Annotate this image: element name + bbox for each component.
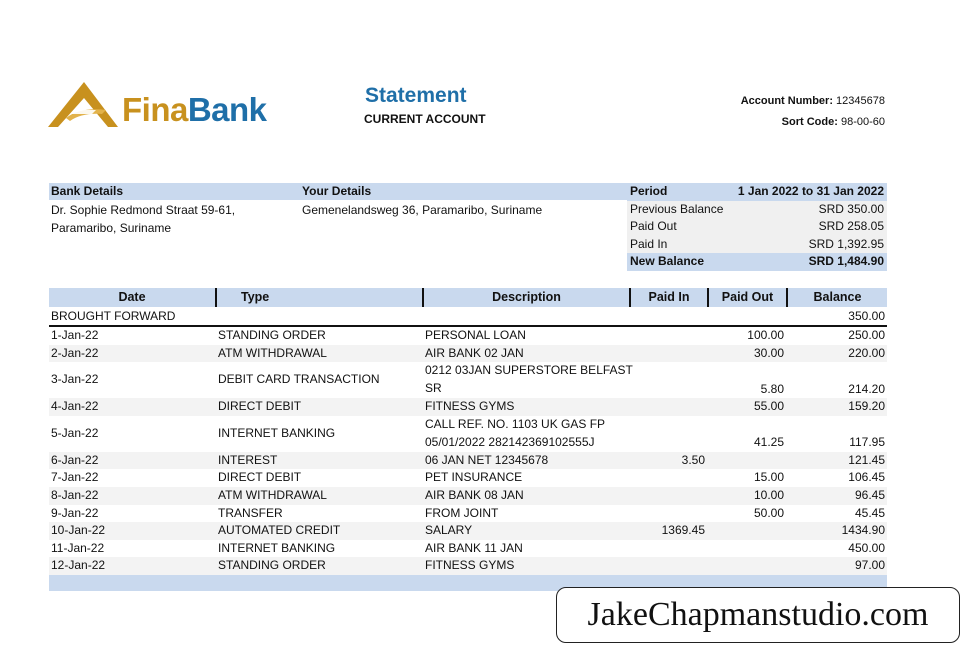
table-row	[49, 487, 887, 505]
row-date: 1-Jan-22	[51, 328, 99, 342]
row-description: 0212 03JAN SUPERSTORE BELFAST	[425, 363, 633, 378]
row-paid-out: 30.00	[753, 345, 784, 360]
row-date: 5-Jan-22	[51, 425, 99, 440]
account-number-label: Account Number:	[740, 95, 833, 107]
table-row	[49, 522, 887, 540]
sort-code-label: Sort Code:	[781, 116, 838, 128]
row-paid-out: 50.00	[753, 505, 784, 520]
table-row	[49, 452, 887, 470]
previous-balance-row: Previous Balance SRD 350.00	[627, 201, 887, 219]
row-balance: 250.00	[848, 328, 885, 342]
table-row	[49, 345, 887, 363]
header-description: Description	[492, 290, 561, 304]
row-paid-out: 5.80	[760, 381, 784, 396]
period-value: 1 Jan 2022 to 31 Jan 2022	[737, 184, 884, 198]
row-paid-out: 41.25	[753, 435, 784, 450]
row-date: 8-Jan-22	[51, 488, 99, 502]
row-balance: 159.20	[848, 399, 885, 414]
row-description: AIR BANK 08 JAN	[425, 488, 524, 502]
row-date: 6-Jan-22	[51, 452, 99, 467]
row-description-line2: SR	[425, 381, 442, 396]
account-number: 12345678	[836, 95, 885, 107]
period-row: Period 1 Jan 2022 to 31 Jan 2022	[627, 183, 887, 201]
row-paid-out: 15.00	[753, 470, 784, 485]
bank-details-heading: Bank Details	[49, 183, 299, 200]
row-type: STANDING ORDER	[218, 558, 326, 573]
paid-in-row: Paid In SRD 1,392.95	[627, 236, 887, 254]
row-type: AUTOMATED CREDIT	[218, 523, 341, 538]
row-type: INTEREST	[218, 452, 278, 467]
table-row	[49, 557, 887, 575]
watermark: JakeChapmanstudio.com	[556, 587, 960, 643]
row-paid-out: 10.00	[753, 488, 784, 502]
row-paid-in: 3.50	[681, 452, 705, 467]
row-type: DIRECT DEBIT	[218, 470, 302, 485]
row-balance: 117.95	[849, 435, 885, 450]
row-description: PET INSURANCE	[425, 470, 523, 485]
row-date: 7-Jan-22	[51, 470, 99, 485]
row-balance: 106.45	[848, 470, 885, 485]
row-balance: 1434.90	[841, 523, 885, 538]
table-row	[49, 362, 887, 398]
table-row	[49, 540, 887, 558]
row-description: FITNESS GYMS	[425, 558, 515, 573]
your-details-heading: Your Details	[299, 183, 627, 200]
bank-logo	[46, 80, 296, 132]
row-description: FITNESS GYMS	[425, 399, 515, 414]
row-paid-out: 55.00	[753, 399, 784, 414]
new-balance-row: New Balance SRD 1,484.90	[627, 253, 887, 271]
customer-address: Gemenelandsweg 36, Paramaribo, Suriname	[302, 203, 543, 217]
account-info	[741, 91, 885, 133]
table-header	[49, 288, 887, 307]
header-paid-out: Paid Out	[721, 290, 774, 304]
paid-out-row: Paid Out SRD 258.05	[627, 218, 887, 236]
row-date: 10-Jan-22	[51, 523, 106, 538]
table-row	[49, 505, 887, 523]
row-description: AIR BANK 02 JAN	[425, 345, 524, 360]
table-row	[49, 416, 887, 452]
row-description: CALL REF. NO. 1103 UK GAS FP	[425, 416, 606, 431]
row-date: 11-Jan-22	[51, 540, 105, 555]
row-description: FROM JOINT	[425, 505, 499, 520]
row-date: 9-Jan-22	[51, 505, 99, 520]
row-description: SALARY	[425, 523, 473, 538]
row-paid-out: 100.00	[747, 328, 784, 342]
row-date: 3-Jan-22	[51, 372, 99, 387]
statement-title: Statement	[365, 84, 467, 107]
row-balance: 220.00	[848, 345, 885, 360]
row-balance: 97.00	[854, 558, 885, 573]
header-date: Date	[118, 290, 146, 304]
row-type: STANDING ORDER	[218, 328, 326, 342]
statement-subtitle: CURRENT ACCOUNT	[364, 112, 486, 126]
row-balance: 121.45	[848, 452, 885, 467]
row-type: DIRECT DEBIT	[218, 399, 302, 414]
header-paid-in: Paid In	[648, 290, 690, 304]
row-description: 06 JAN NET 12345678	[425, 452, 549, 467]
row-balance: 45.45	[854, 505, 885, 520]
table-row	[49, 469, 887, 487]
row-description: AIR BANK 11 JAN	[425, 540, 523, 555]
brought-forward-balance: 350.00	[848, 309, 885, 323]
row-type: DEBIT CARD TRANSACTION	[218, 372, 380, 387]
row-date: 12-Jan-22	[51, 558, 106, 573]
sort-code: 98-00-60	[840, 116, 885, 128]
row-date: 4-Jan-22	[51, 399, 99, 414]
row-type: INTERNET BANKING	[218, 540, 336, 555]
header-balance: Balance	[813, 290, 862, 304]
row-type: ATM WITHDRAWAL	[218, 345, 327, 360]
header-type: Type	[241, 290, 270, 304]
row-type: ATM WITHDRAWAL	[218, 488, 327, 502]
table-row	[49, 327, 887, 345]
row-type: TRANSFER	[218, 505, 283, 520]
brought-forward-row: BROUGHT FORWARD 350.00	[51, 309, 885, 323]
bank-address-line2: Paramaribo, Suriname	[51, 221, 172, 235]
row-type: INTERNET BANKING	[218, 425, 336, 440]
bank-logo-text: FinaBank	[122, 91, 267, 128]
row-date: 2-Jan-22	[51, 345, 99, 360]
row-balance: 214.20	[848, 381, 885, 396]
bank-address-line1: Dr. Sophie Redmond Straat 59-61,	[51, 203, 236, 217]
row-paid-in: 1369.45	[661, 523, 705, 538]
row-balance: 96.45	[854, 488, 885, 502]
bank-logo-icon	[46, 80, 120, 130]
row-description: PERSONAL LOAN	[425, 328, 526, 342]
table-row	[49, 398, 887, 416]
row-balance: 450.00	[848, 540, 885, 555]
row-description-line2: 05/01/2022 282142369102555J	[425, 434, 595, 449]
